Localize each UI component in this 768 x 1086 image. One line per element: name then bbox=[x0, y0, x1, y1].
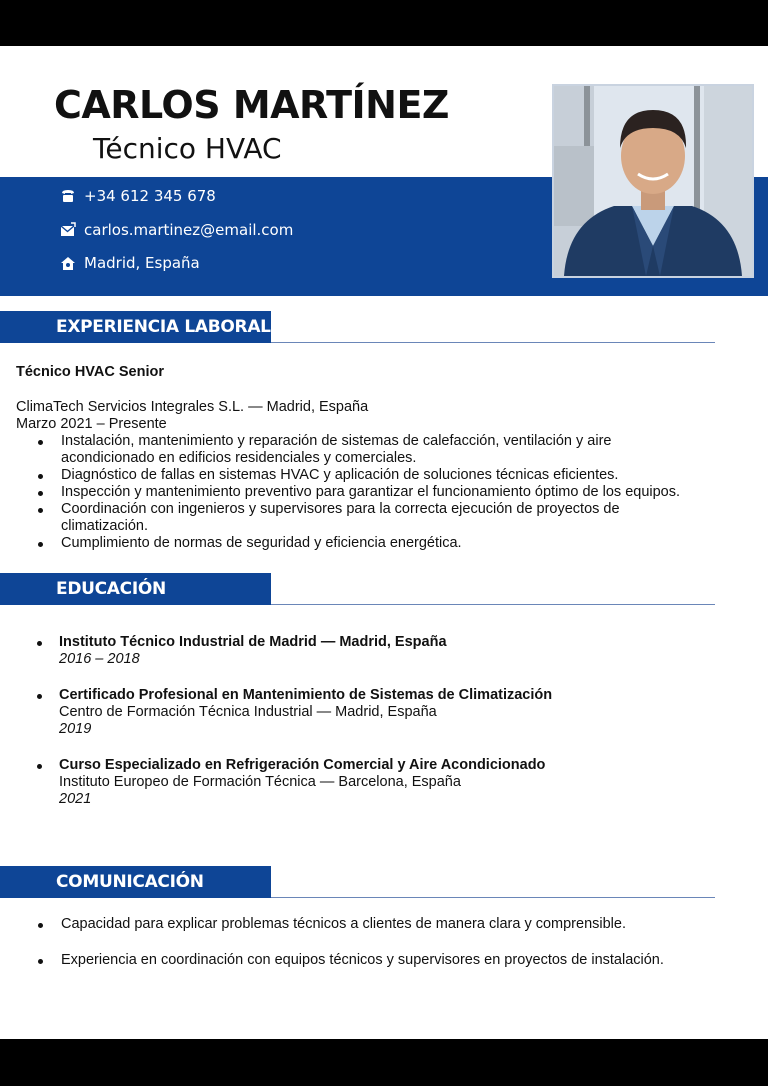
contact-phone bbox=[60, 187, 216, 205]
phone-text: +34 612 345 678 bbox=[84, 187, 216, 205]
location-icon bbox=[60, 255, 76, 271]
education-institution: Instituto Europeo de Formación Técnica — Barcelona, España bbox=[59, 774, 461, 790]
experience-section-header bbox=[0, 311, 715, 343]
education-title: Instituto Técnico Industrial de Madrid — Madrid, España bbox=[59, 634, 447, 650]
section-divider bbox=[271, 897, 715, 898]
email-icon bbox=[60, 222, 76, 238]
education-year: 2021 bbox=[59, 791, 92, 807]
education-heading: EDUCACIÓN bbox=[0, 573, 271, 605]
email-text: carlos.martinez@email.com bbox=[84, 221, 294, 239]
candidate-role: Técnico HVAC bbox=[93, 132, 282, 165]
contact-email bbox=[60, 221, 293, 239]
resume-page bbox=[0, 46, 768, 1039]
job-dates: Marzo 2021 – Presente bbox=[16, 416, 167, 432]
education-year: 2016 – 2018 bbox=[59, 651, 140, 667]
communication-section-header bbox=[0, 866, 715, 898]
communication-bullet: Capacidad para explicar problemas técnicos a clientes de manera clara y comprensible. bbox=[16, 916, 716, 933]
candidate-name: CARLOS MARTÍNEZ bbox=[54, 83, 449, 127]
bullet-dot bbox=[37, 641, 42, 646]
communication-heading: COMUNICACIÓN bbox=[0, 866, 271, 898]
job-title: Técnico HVAC Senior bbox=[16, 364, 164, 380]
phone-icon bbox=[60, 188, 76, 204]
education-item bbox=[0, 634, 700, 668]
education-year: 2019 bbox=[59, 721, 92, 737]
education-title: Curso Especializado en Refrigeración Comercial y Aire Acondicionado bbox=[59, 757, 546, 773]
experience-bullets bbox=[16, 433, 706, 552]
bullet-dot bbox=[37, 764, 42, 769]
education-item bbox=[0, 687, 700, 738]
education-title: Certificado Profesional en Mantenimiento de Sistemas de Climatización bbox=[59, 687, 553, 703]
communication-bullet: Experiencia en coordinación con equipos técnicos y supervisores en proyectos de instalación. bbox=[16, 952, 716, 969]
education-institution: Centro de Formación Técnica Industrial — Madrid, España bbox=[59, 704, 437, 720]
education-section-header bbox=[0, 573, 715, 605]
communication-bullets bbox=[16, 916, 716, 969]
experience-bullet: Inspección y mantenimiento preventivo para garantizar el funcionamiento óptimo de los equipos. bbox=[16, 484, 706, 501]
experience-heading: EXPERIENCIA LABORAL bbox=[0, 311, 271, 343]
profile-photo bbox=[552, 84, 754, 278]
bullet-dot bbox=[37, 694, 42, 699]
location-text: Madrid, España bbox=[84, 254, 200, 272]
job-company: ClimaTech Servicios Integrales S.L. — Madrid, España bbox=[16, 399, 369, 415]
education-item bbox=[0, 757, 700, 808]
experience-bullet: Cumplimiento de normas de seguridad y eficiencia energética. bbox=[16, 535, 706, 552]
experience-bullet: Diagnóstico de fallas en sistemas HVAC y aplicación de soluciones técnicas eficientes. bbox=[16, 467, 706, 484]
section-divider bbox=[271, 342, 715, 343]
experience-bullet: Instalación, mantenimiento y reparación de sistemas de calefacción, ventilación y aire acondicionado en edificios residenciales y comerciales. bbox=[16, 433, 706, 467]
contact-location bbox=[60, 254, 200, 272]
section-divider bbox=[271, 604, 715, 605]
experience-bullet: Coordinación con ingenieros y supervisores para la correcta ejecución de proyectos de climatización. bbox=[16, 501, 706, 535]
